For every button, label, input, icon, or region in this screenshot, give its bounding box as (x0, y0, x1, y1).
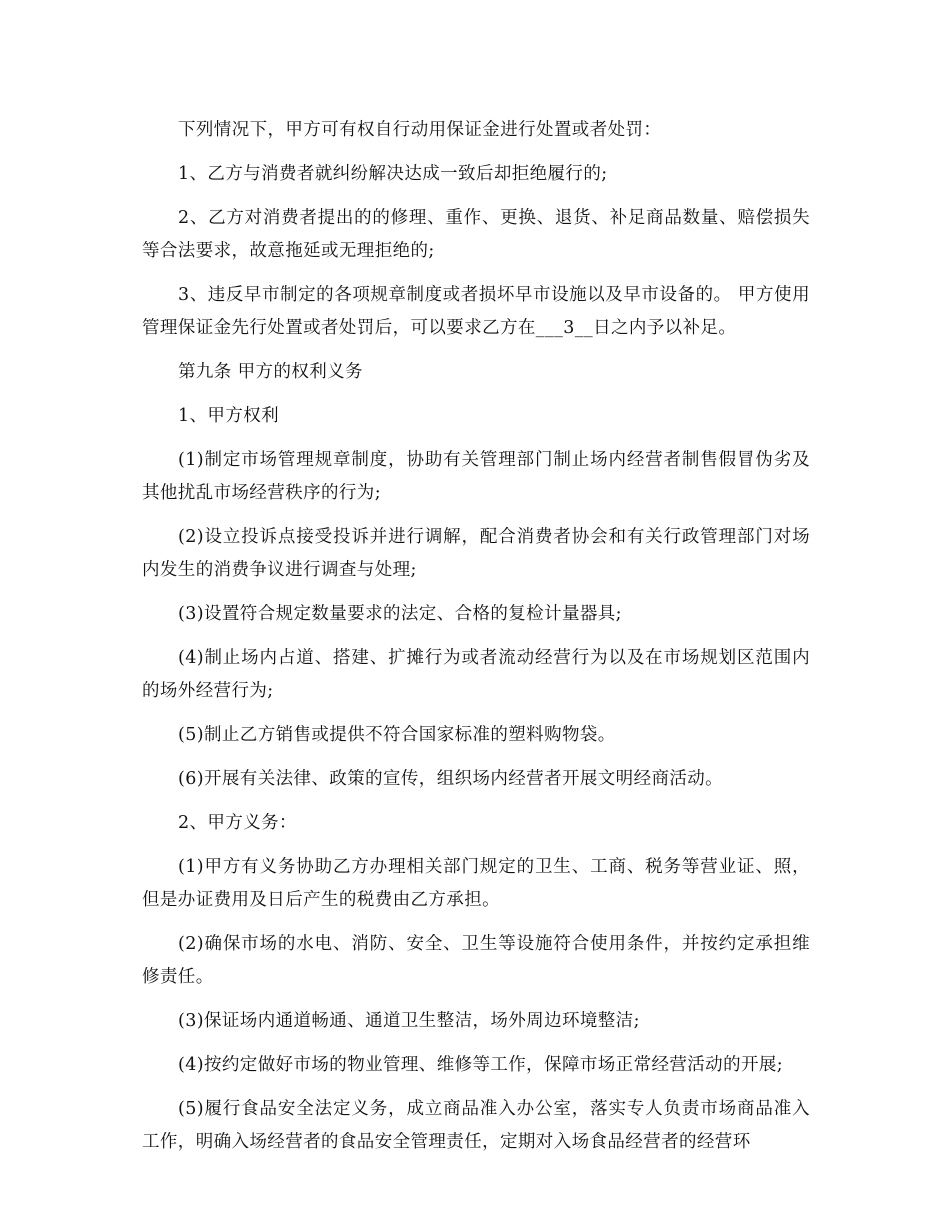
rights-item-3: (3)设置符合规定数量要求的法定、合格的复检计量器具; (178, 604, 622, 624)
obligations-item-4: (4)按约定做好市场的物业管理、维修等工作，保障市场正常经营活动的开展; (178, 1055, 784, 1075)
paragraph-intro: 下列情况下，甲方可有权自行动用保证金进行处置或者处罚： (178, 120, 662, 140)
subheading-party-a-rights: 1、甲方权利 (178, 406, 280, 426)
subheading-party-a-obligations: 2、甲方义务： (178, 813, 297, 833)
paragraph-item-1: 1、乙方与消费者就纠纷解决达成一致后却拒绝履行的; (178, 164, 608, 184)
section-heading-article-9: 第九条 甲方的权利义务 (178, 362, 363, 382)
rights-item-1: (1)制定市场管理规章制度，协助有关管理部门制止场内经营者制售假冒伪劣及其他扰乱市场经营秩序的行为; (142, 450, 810, 503)
document-body (142, 114, 810, 1170)
obligations-item-3: (3)保证场内通道畅通、通道卫生整洁，场外周边环境整洁; (178, 1011, 640, 1031)
rights-item-6: (6)开展有关法律、政策的宣传，组织场内经营者开展文明经商活动。 (178, 769, 724, 789)
rights-item-5: (5)制止乙方销售或提供不符合国家标准的塑料购物袋。 (178, 725, 616, 745)
obligations-item-5: (5)履行食品安全法定义务，成立商品准入办公室，落实专人负责市场商品准入工作，明确入场经营者的食品安全管理责任，定期对入场食品经营者的经营环 (142, 1099, 810, 1152)
paragraph-item-2: 2、乙方对消费者提出的的修理、重作、更换、退货、补足商品数量、赔偿损失等合法要求，故意拖延或无理拒绝的; (142, 208, 810, 261)
rights-item-2: (2)设立投诉点接受投诉并进行调解，配合消费者协会和有关行政管理部门对场内发生的消费争议进行调查与处理; (142, 527, 810, 580)
obligations-item-1: (1)甲方有义务协助乙方办理相关部门规定的卫生、工商、税务等营业证、照，但是办证费用及日后产生的税费由乙方承担。 (142, 857, 810, 910)
obligations-item-2: (2)确保市场的水电、消防、安全、卫生等设施符合使用条件，并按约定承担维修责任。 (142, 934, 810, 987)
rights-item-4: (4)制止场内占道、搭建、扩摊行为或者流动经营行为以及在市场规划区范围内的场外经营行为; (142, 648, 810, 701)
paragraph-item-3: 3、违反早市制定的各项规章制度或者损坏早市设施以及早市设备的。 甲方使用管理保证金先行处置或者处罚后，可以要求乙方在___3__日之内予以补足。 (142, 285, 810, 338)
